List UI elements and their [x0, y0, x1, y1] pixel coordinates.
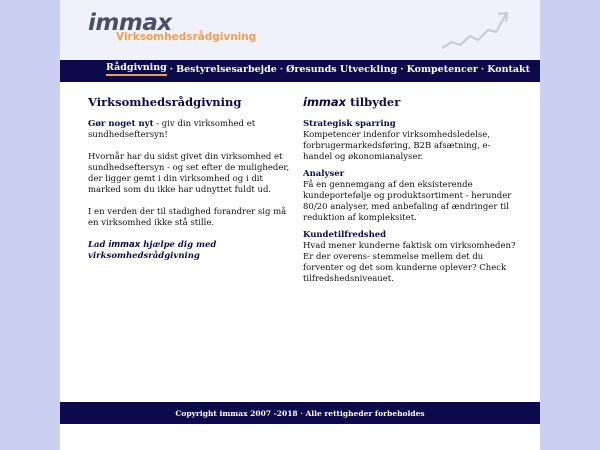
footer: [60, 402, 540, 424]
intro-strong: Gør noget nyt: [88, 119, 154, 129]
paragraph-2: Hvornår har du sidst givet din virksomhed et sundhedseftersyn - og set efter de muligheder, der ligger gemt i din virksomhed og i dit marked som du ikke har udnyttet fuldt ud.: [88, 152, 290, 195]
nav-item-oeresunds-utveckling[interactable]: Øresunds Utveckling: [286, 63, 398, 75]
left-title: Virksomhedsrådgivning: [88, 95, 242, 109]
nav-separator: ·: [169, 63, 174, 75]
main-nav: [106, 60, 530, 78]
right-title: [303, 95, 518, 109]
paragraph-3: I en verden der til stadighed forandrer sig må en virksomhed ikke stå stille.: [88, 207, 287, 228]
nav-separator: ·: [480, 63, 485, 75]
right-title-brand: immax: [303, 95, 347, 109]
logo-wordmark[interactable]: immax: [88, 10, 172, 36]
call-to-action: [88, 240, 293, 262]
page: [60, 0, 540, 450]
left-column: [88, 95, 293, 273]
nav-bar: [60, 60, 540, 82]
section-body-analyser: Få en gennemgang af den eksisterende kundeportefølje og produktsortiment - herunder 80/20 analyser, med anbefaling af ændringer til reduktion af kompleksitet.: [303, 180, 512, 223]
section-title-kundetilfredshed: Kundetilfredshed: [303, 230, 387, 240]
section-title-analyser: Analyser: [303, 169, 345, 179]
cta-pre: Lad: [88, 240, 109, 250]
rising-line-chart-icon: [440, 8, 512, 52]
section-body-kundetilfredshed: Hvad mener kunderne faktisk om virksomheden? Er der overens- stemmelse mellem det du forventer og det som kunderne oplever? Check tilfredshedsniveauet.: [303, 241, 516, 284]
nav-item-bestyrelsesarbejde[interactable]: Bestyrelsesarbejde: [176, 63, 277, 75]
cta-brand: immax: [108, 240, 141, 250]
nav-separator: ·: [279, 63, 284, 75]
logo-tagline: Virksomhedsrådgivning: [116, 31, 257, 43]
header: [60, 0, 540, 60]
nav-item-raadgivning[interactable]: Rådgivning: [106, 62, 167, 76]
section-body-strategisk-sparring: Kompetencer indenfor virksomhedsledelse, forbrugermarkedsføring, B2B afsætning, e-handel og økonomianalyser.: [303, 130, 491, 162]
right-column: [303, 95, 518, 285]
nav-item-kompetencer[interactable]: Kompetencer: [406, 63, 478, 75]
cta-post: hjælpe dig med virksomhedsrådgivning: [88, 240, 217, 261]
intro-paragraph: [88, 119, 293, 141]
intro-rest: - giv din virksomhed et sundhedseftersyn!: [88, 119, 256, 140]
right-title-rest: tilbyder: [346, 95, 401, 109]
copyright-text: Copyright immax 2007 -2018 · Alle rettigheder forbeholdes: [175, 408, 425, 418]
nav-item-kontakt[interactable]: Kontakt: [487, 63, 530, 75]
section-title-strategisk-sparring: Strategisk sparring: [303, 119, 396, 129]
nav-separator: ·: [400, 63, 404, 75]
